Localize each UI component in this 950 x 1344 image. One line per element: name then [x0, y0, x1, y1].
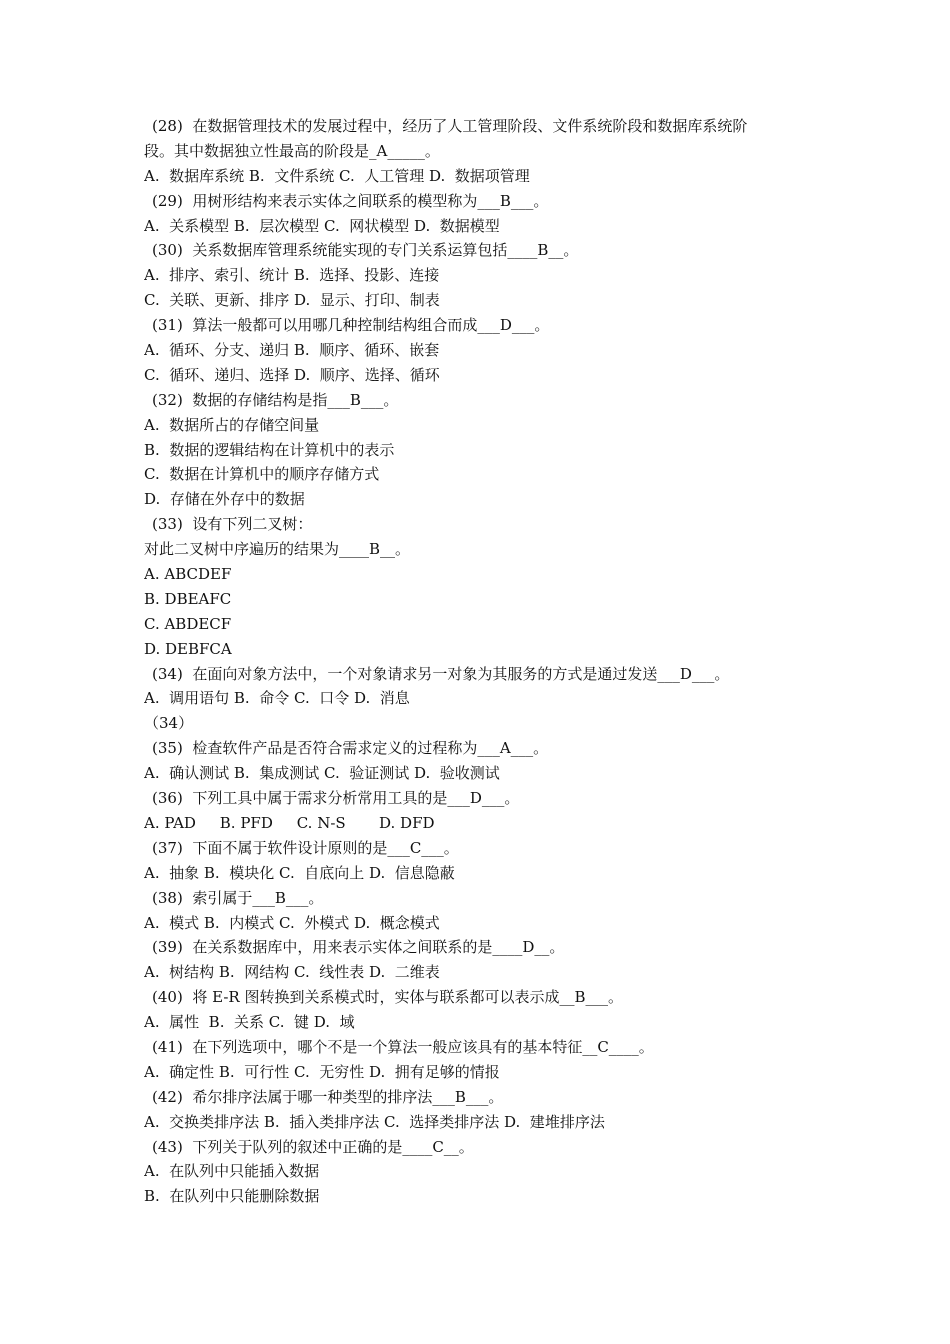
question-40-stem: (40) 将 E-R 图转换到关系模式时，实体与联系都可以表示成__B___。 — [152, 988, 623, 1007]
question-37-options: A. 抽象 B. 模块化 C. 自底向上 D. 信息隐蔽 — [144, 863, 455, 882]
question-28-stem-continued: 段。其中数据独立性最高的阶段是_A_____。 — [144, 141, 440, 160]
question-39-options: A. 树结构 B. 网结构 C. 线性表 D. 二维表 — [144, 963, 440, 982]
question-34-marker: （34） — [144, 714, 194, 733]
question-41-options: A. 确定性 B. 可行性 C. 无穷性 D. 拥有足够的情报 — [144, 1062, 500, 1081]
question-32-stem: (32) 数据的存储结构是指___B___。 — [152, 390, 399, 409]
question-list — [144, 114, 824, 1209]
question-30-stem: (30) 关系数据库管理系统能实现的专门关系运算包括____B__。 — [152, 241, 579, 260]
question-33-option-b: B. DBEAFC — [144, 589, 232, 608]
question-33-option-d: D. DEBFCA — [144, 639, 232, 658]
question-32-option-b: B. 数据的逻辑结构在计算机中的表示 — [144, 440, 395, 459]
question-30-options-cd: C. 关联、更新、排序 D. 显示、打印、制表 — [144, 291, 440, 310]
question-33-prompt: 对此二叉树中序遍历的结果为____B__。 — [144, 540, 411, 559]
question-42-stem: (42) 希尔排序法属于哪一种类型的排序法___B___。 — [152, 1087, 504, 1106]
question-33-stem: (33) 设有下列二叉树： — [152, 515, 313, 534]
question-35-stem: (35) 检查软件产品是否符合需求定义的过程称为___A___。 — [152, 739, 549, 758]
question-29-options: A. 关系模型 B. 层次模型 C. 网状模型 D. 数据模型 — [144, 216, 500, 235]
question-38-options: A. 模式 B. 内模式 C. 外模式 D. 概念模式 — [144, 913, 440, 932]
question-31-stem: (31) 算法一般都可以用哪几种控制结构组合而成___D___。 — [152, 316, 550, 335]
question-43-option-a: A. 在队列中只能插入数据 — [144, 1162, 320, 1181]
question-41-stem: (41) 在下列选项中，哪个不是一个算法一般应该具有的基本特征__C____。 — [152, 1037, 654, 1056]
question-43-stem: (43) 下列关于队列的叙述中正确的是____C__。 — [152, 1137, 474, 1156]
question-32-option-a: A. 数据所占的存储空间量 — [144, 415, 320, 434]
question-35-options: A. 确认测试 B. 集成测试 C. 验证测试 D. 验收测试 — [144, 764, 500, 783]
question-32-option-c: C. 数据在计算机中的顺序存储方式 — [144, 465, 380, 484]
question-36-options: A. PAD B. PFD C. N-S D. DFD — [144, 813, 435, 832]
question-33-option-c: C. ABDECF — [144, 614, 232, 633]
question-38-stem: (38) 索引属于___B___。 — [152, 888, 324, 907]
question-32-option-d: D. 存储在外存中的数据 — [144, 490, 305, 509]
question-39-stem: (39) 在关系数据库中，用来表示实体之间联系的是____D__。 — [152, 938, 565, 957]
question-31-options-ab: A. 循环、分支、递归 B. 顺序、循环、嵌套 — [144, 341, 440, 360]
question-31-options-cd: C. 循环、递归、选择 D. 顺序、选择、循环 — [144, 365, 440, 384]
question-40-options: A. 属性 B. 关系 C. 键 D. 域 — [144, 1013, 355, 1032]
question-36-stem: (36) 下列工具中属于需求分析常用工具的是___D___。 — [152, 789, 520, 808]
question-42-options: A. 交换类排序法 B. 插入类排序法 C. 选择类排序法 D. 建堆排序法 — [144, 1112, 605, 1131]
question-37-stem: (37) 下面不属于软件设计原则的是___C___。 — [152, 838, 459, 857]
question-28-options: A. 数据库系统 B. 文件系统 C. 人工管理 D. 数据项管理 — [144, 166, 530, 185]
question-33-option-a: A. ABCDEF — [144, 565, 232, 584]
question-43-option-b: B. 在队列中只能删除数据 — [144, 1187, 320, 1206]
question-29-stem: (29) 用树形结构来表示实体之间联系的模型称为___B___。 — [152, 191, 549, 210]
question-30-options-ab: A. 排序、索引、统计 B. 选择、投影、连接 — [144, 266, 440, 285]
question-34-stem: (34) 在面向对象方法中，一个对象请求另一对象为其服务的方式是通过发送___D___。 — [152, 664, 730, 683]
question-34-options: A. 调用语句 B. 命令 C. 口令 D. 消息 — [144, 689, 410, 708]
question-28-stem: (28) 在数据管理技术的发展过程中，经历了人工管理阶段、文件系统阶段和数据库系统阶 — [152, 117, 748, 135]
